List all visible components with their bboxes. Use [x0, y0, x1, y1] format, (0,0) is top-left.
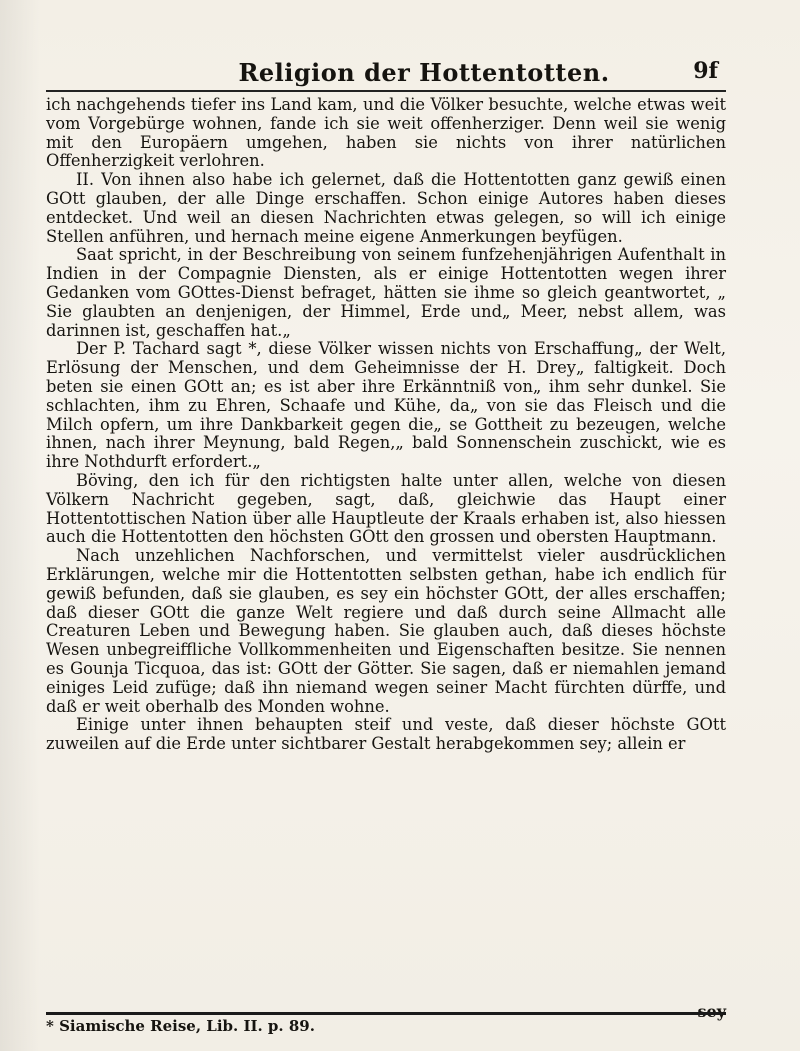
- paragraph-section-ii: II. Von ihnen also habe ich gelernet, daß die Hottentotten ganz gewiß einen GOtt glauben, der alle Dinge erschaffen. Schon einige Autores haben dieses entdecket. Und weil an diesen Nachrichten etwas gelegen, so will ich einige Stellen anführen, und hernach meine eigene Anmerkungen beyfügen.: [46, 170, 726, 246]
- paragraph-saat: Saat spricht, in der Beschreibung von seinem funfzehenjährigen Aufenthalt in Indien in der Compagnie Diensten, als er einige Hottentotten wegen ihrer Gedanken vom GOttes-Dienst befraget, hätten sie ihme so gleich geantwortet, „ Sie glaubten an denjenigen, der Himmel, Erde und„ Meer, nebst allem, was darinnen ist, geschaffen hat.„: [46, 245, 726, 340]
- page-edge-shadow: [0, 0, 40, 1051]
- running-head: Religion der Hottentotten.: [238, 58, 610, 87]
- paragraph-einige: Einige unter ihnen behaupten steif und veste, daß dieser höchste GOtt zuweilen auf die Erde unter sichtbarer Gestalt herabgekommen sey; allein er: [46, 715, 726, 754]
- paragraph-continuation: ich nachgehends tiefer ins Land kam, und die Völker besuchte, welche etwas weit vom Vorgebürge wohnen, fande ich sie weit offenherziger. Denn weil sie wenig mit den Europäern umgehen, haben sie nichts von ihrer natürlichen Offenherzigkeit verlohren.: [46, 95, 726, 171]
- body-text: [46, 96, 726, 754]
- paragraph-tachard: Der P. Tachard sagt *, diese Völker wissen nichts von Erschaffung„ der Welt, Erlösung der Menschen, und dem Geheimnisse der H. Drey„ faltigkeit. Doch beten sie einen GOtt an; es ist aber ihre Erkänntniß von„ ihm sehr dunkel. Sie schlachten, ihm zu Ehren, Schaafe und Kühe, da„ von sie das Fleisch und die Milch opfern, um ihre Dankbarkeit gegen die„ se Gottheit zu bezeugen, welche ihnen, nach ihrer Meynung, bald Regen,„ bald Sonnenschein zuschickt, wie es ihre Nothdurft erfordert.„: [46, 339, 726, 472]
- footnote-reference: * Siamische Reise, Lib. II. p. 89.: [46, 1017, 315, 1035]
- footer-rule: [46, 1012, 726, 1015]
- page-number: 9f: [693, 58, 718, 84]
- paragraph-boeving: Böving, den ich für den richtigsten halte unter allen, welche von diesen Völkern Nachricht gegeben, sagt, daß, gleichwie das Haupt einer Hottentottischen Nation über alle Hauptleute der Kraals erhaben ist, also hiessen auch die Hottentotten den höchsten GOtt den grossen und obersten Hauptmann.: [46, 470, 726, 547]
- header-rule: [46, 90, 726, 92]
- paragraph-nachforschen: Nach unzehlichen Nachforschen, und vermittelst vieler ausdrücklichen Erklärungen, welche mir die Hottentotten selbsten gethan, habe ich endlich für gewiß befunden, daß sie glauben, es sey ein höchster GOtt, der alles erschaffen; daß dieser GOtt die ganze Welt regiere und daß durch seine Allmacht alle Creaturen Leben und Bewegung haben. Sie glauben auch, daß dieses höchste Wesen unbegreiffliche Vollkommenheiten und Eigenschaften besitze. Sie nennen es Gounja Ticquoa, das ist: GOtt der Götter. Sie sagen, daß er niemahlen jemand einiges Leid zufüge; daß ihn niemand wegen seiner Macht fürchten dürffe, und daß er weit oberhalb des Monden wohne.: [46, 546, 726, 716]
